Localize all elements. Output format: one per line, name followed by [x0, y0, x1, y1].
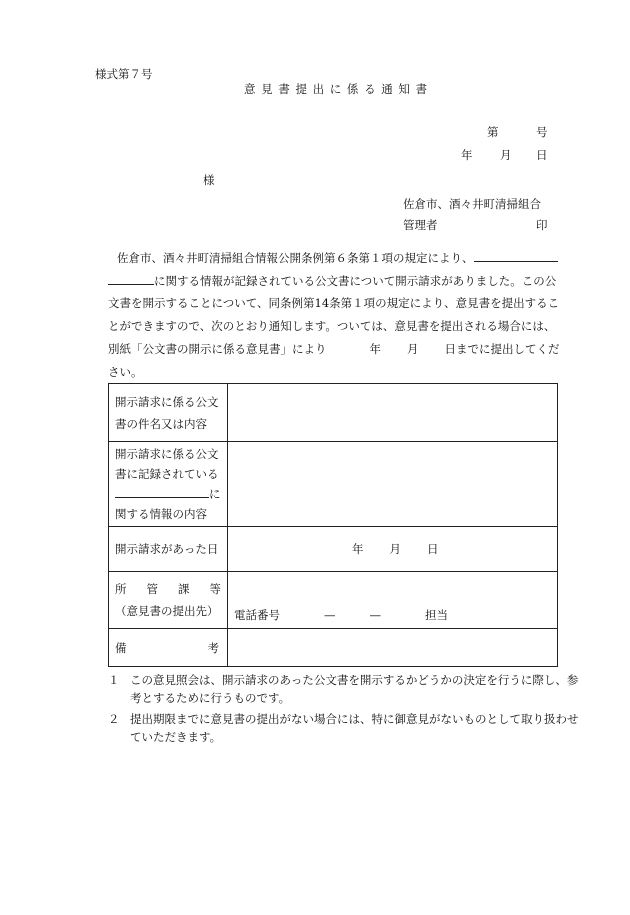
table-row — [109, 527, 558, 572]
body-line-6: さい。 — [108, 365, 143, 379]
info-blank — [115, 485, 209, 498]
table-row — [109, 442, 558, 527]
body-line-5-nen: 年 — [369, 342, 381, 356]
list-item: １ この意見照会は、開示請求のあった公文書を開示するかどうかの決定を行うに際し、参考とするために行うものです。 — [108, 673, 579, 705]
tanto-label: 担当 — [425, 608, 448, 622]
date-nen: 年 — [461, 148, 473, 162]
doc-number-dai: 第 — [487, 125, 499, 139]
body-line-4: とができますので、次のとおり通知します。ついては、意見書を提出される場合には、 — [108, 319, 556, 333]
remarks-label: 備 考 — [109, 629, 228, 667]
doc-number-go: 号 — [536, 125, 548, 139]
subject-blank-1 — [474, 249, 558, 262]
table-row — [109, 629, 558, 667]
info-content-value — [228, 442, 558, 527]
table-row — [109, 384, 558, 442]
info-content-label: 開示請求に係る公文 書に記録されている に 関する情報の内容 — [109, 442, 228, 527]
form-id: 様式第７号 — [95, 67, 153, 81]
body-line-5a: 別紙「公文書の開示に係る意見書」により — [108, 342, 327, 356]
phone-label: 電話番号 — [234, 608, 280, 622]
body-line-5-tsuki: 月 — [407, 342, 419, 356]
sender-manager: 管理者 — [403, 218, 438, 232]
body-line-2: に関する情報が記録されている公文書について開示請求がありました。この公 — [154, 274, 557, 288]
date-tsuki: 月 — [500, 148, 512, 162]
subject-value — [228, 384, 558, 442]
date-hi: 日 — [536, 148, 548, 162]
body-line-1: 佐倉市、酒々井町清掃組合情報公開条例第６条第１項の規定により、 — [117, 251, 474, 265]
subject-label: 開示請求に係る公文 書の件名又は内容 — [109, 384, 228, 442]
body-line-3: 文書を開示することについて、同条例第14条第１項の規定により、意見書を提出するこ — [108, 296, 560, 310]
subject-blank-2 — [108, 272, 154, 285]
addressee-suffix: 様 — [203, 173, 215, 187]
sender-org: 佐倉市、酒々井町清掃組合 — [403, 197, 541, 211]
department-label: 所 管 課 等 （意見書の提出先） — [109, 572, 228, 629]
notes — [108, 671, 583, 749]
list-item: ２ 提出期限までに意見書の提出がない場合には、特に御意見がないものとして取り扱わせていただきます。 — [108, 712, 579, 744]
document-title: 意 見 書 提 出 に 係 る 通 知 書 — [244, 82, 429, 96]
sender-seal: 印 — [536, 218, 548, 232]
request-date-value: 年 月 日 — [228, 527, 558, 572]
remarks-value — [228, 629, 558, 667]
department-value: 電話番号 — — 担当 — [228, 572, 558, 629]
table-row — [109, 572, 558, 629]
body-line-5b: 日までに提出してくだ — [444, 342, 560, 356]
request-date-label: 開示請求があった日 — [109, 527, 228, 572]
info-table — [108, 383, 558, 667]
